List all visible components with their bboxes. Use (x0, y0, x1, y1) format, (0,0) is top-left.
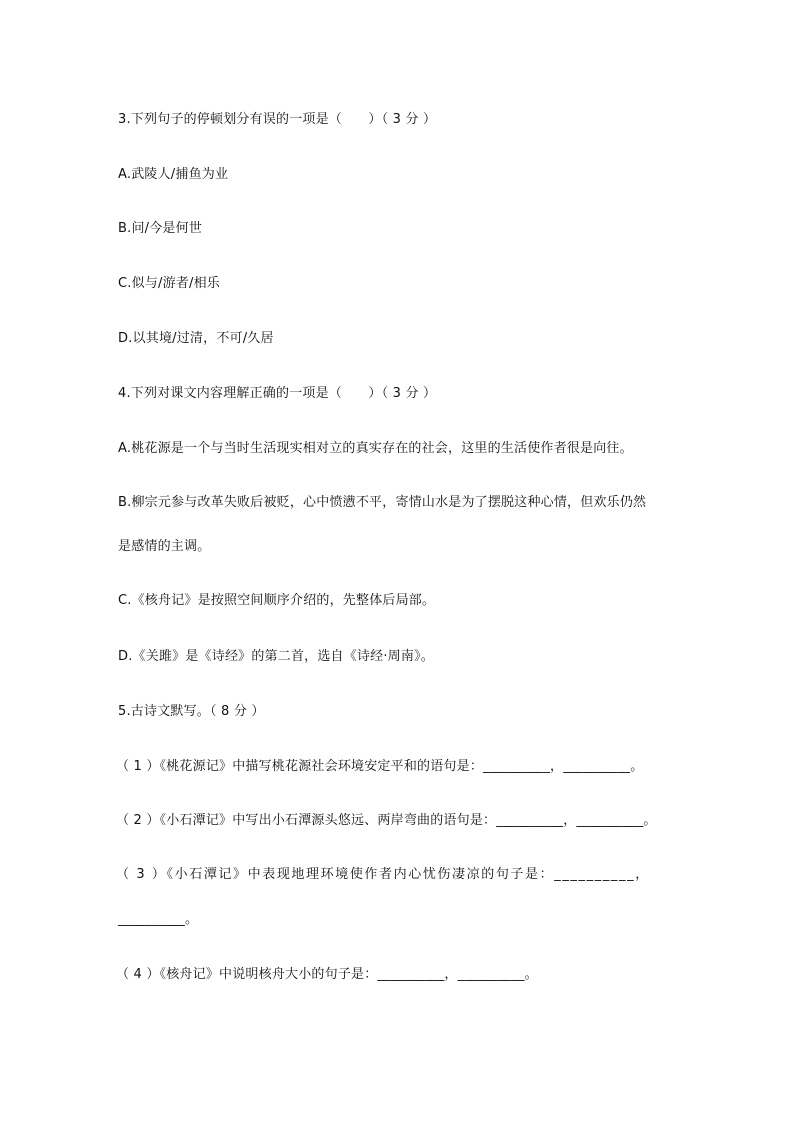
question-4-option-b-line-2: 是感情的主调。 (118, 539, 211, 554)
question-5-stem: 5.古诗文默写。（ 8 分 ） (118, 704, 265, 719)
question-3-option-b: B.问/今是何世 (118, 221, 203, 236)
question-4-stem: 4.下列对课文内容理解正确的一项是（ ）（ 3 分 ） (118, 386, 437, 401)
question-4-option-a: A.桃花源是一个与当时生活现实相对立的真实存在的社会，这里的生活使作者很是向往。 (118, 441, 633, 456)
question-3-option-c: C.似与/游者/相乐 (118, 276, 220, 291)
question-5-item-1: （ 1 ）《桃花源记》中描写桃花源社会环境安定平和的语句是：__________，__________。 (116, 759, 644, 774)
question-3-option-d: D.以其境/过清，不可/久居 (118, 331, 274, 346)
question-5-item-2: （ 2 ）《小石潭记》中写出小石潭源头悠远、两岸弯曲的语句是：__________，__________。 (116, 813, 657, 828)
question-4-option-b-line-1: B.柳宗元参与改革失败后被贬，心中愤懑不平，寄情山水是为了摆脱这种心情，但欢乐仍然 (118, 495, 647, 510)
question-3-stem: 3.下列句子的停顿划分有误的一项是（ ）（ 3 分 ） (118, 112, 437, 127)
question-5-item-3-line-1: （ 3 ）《小石潭记》中表现地理环境使作者内心忧伤凄凉的句子是：__________， (116, 867, 650, 882)
question-3-option-a: A.武陵人/捕鱼为业 (118, 167, 229, 182)
question-4-option-d: D.《关雎》是《诗经》的第二首，选自《诗经·周南》。 (118, 649, 434, 664)
question-5-item-4: （ 4 ）《核舟记》中说明核舟大小的句子是：__________，__________。 (116, 967, 538, 982)
question-5-item-3-line-2: __________。 (118, 912, 199, 927)
question-4-option-c: C.《核舟记》是按照空间顺序介绍的，先整体后局部。 (118, 593, 436, 608)
